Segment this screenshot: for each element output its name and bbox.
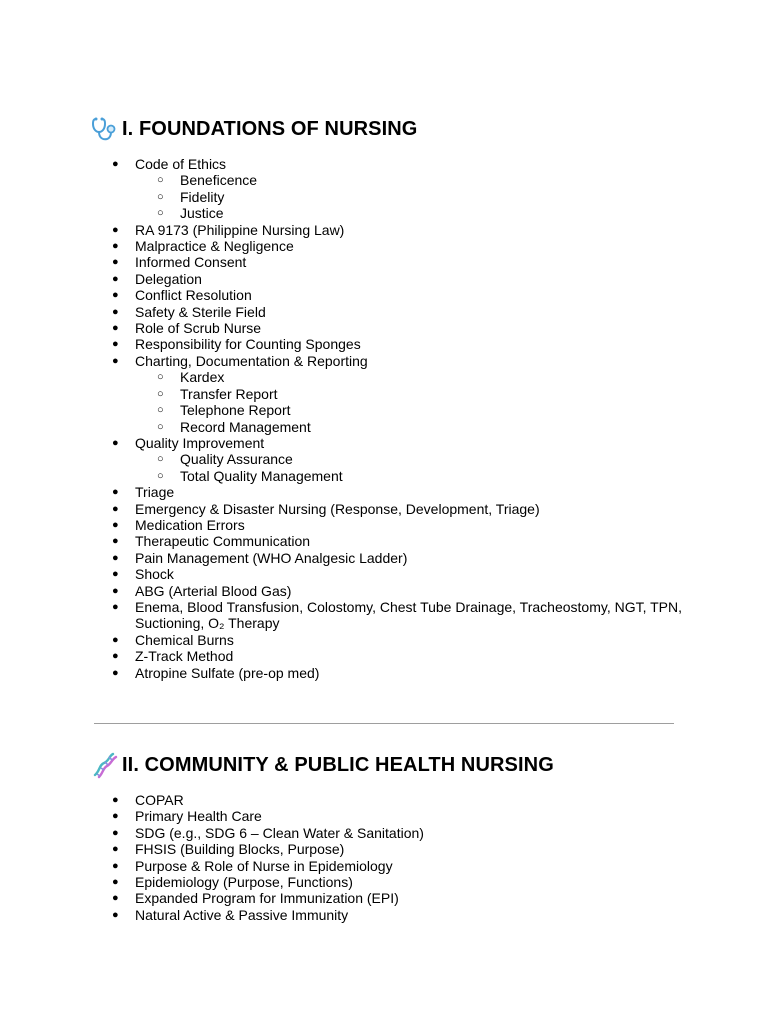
list-item: ● Quality Improvement: [0, 435, 700, 451]
section-divider: [94, 723, 674, 724]
section-2-title: II. COMMUNITY & PUBLIC HEALTH NURSING: [122, 753, 554, 776]
list-item: ● Role of Scrub Nurse: [0, 320, 700, 336]
list-item: ● Conflict Resolution: [0, 287, 700, 303]
section-1-list: [0, 156, 700, 681]
sub-list-item: ○ Record Management: [0, 419, 700, 435]
section-1-heading: [90, 114, 417, 144]
sub-list-item: ○ Justice: [0, 205, 700, 221]
sub-list-item: ○ Total Quality Management: [0, 468, 700, 484]
list-item: ● Code of Ethics: [0, 156, 700, 172]
list-item: ● Z-Track Method: [0, 648, 700, 664]
sub-list-item: ○ Quality Assurance: [0, 451, 700, 467]
list-item: ● Purpose & Role of Nurse in Epidemiology: [0, 858, 700, 874]
sub-list-item: ○ Beneficence: [0, 172, 700, 188]
list-item: ● ABG (Arterial Blood Gas): [0, 583, 700, 599]
list-item: ● Pain Management (WHO Analgesic Ladder): [0, 550, 700, 566]
list-item: ● Expanded Program for Immunization (EPI): [0, 890, 700, 906]
list-item: ● Malpractice & Negligence: [0, 238, 700, 254]
list-item: ● Chemical Burns: [0, 632, 700, 648]
list-item: ● Delegation: [0, 271, 700, 287]
list-item: ● SDG (e.g., SDG 6 – Clean Water & Sanitation): [0, 825, 700, 841]
list-item: ● Therapeutic Communication: [0, 533, 700, 549]
list-item: ● Atropine Sulfate (pre-op med): [0, 665, 700, 681]
section-1-title: I. FOUNDATIONS OF NURSING: [122, 117, 418, 140]
sub-list-item: ○ Transfer Report: [0, 386, 700, 402]
sub-list-item: ○ Telephone Report: [0, 402, 700, 418]
list-item: ● Medication Errors: [0, 517, 700, 533]
list-item: ● Triage: [0, 484, 700, 500]
list-item: ● RA 9173 (Philippine Nursing Law): [0, 222, 700, 238]
list-item: ● FHSIS (Building Blocks, Purpose): [0, 841, 700, 857]
list-item: ● COPAR: [0, 792, 700, 808]
list-item: ● Responsibility for Counting Sponges: [0, 336, 700, 352]
section-2-list: [0, 792, 700, 923]
list-item: ● Natural Active & Passive Immunity: [0, 907, 700, 923]
list-item: ● Epidemiology (Purpose, Functions): [0, 874, 700, 890]
sub-list-item: ○ Fidelity: [0, 189, 700, 205]
list-item: ● Shock: [0, 566, 700, 582]
list-item: ● Enema, Blood Transfusion, Colostomy, Chest Tube Drainage, Tracheostomy, NGT, TPN, Suctioning, O₂ Therapy: [0, 599, 700, 632]
dna-icon: [90, 751, 118, 779]
sub-list-item: ○ Kardex: [0, 369, 700, 385]
list-item: ● Emergency & Disaster Nursing (Response, Development, Triage): [0, 501, 700, 517]
list-item: ● Informed Consent: [0, 254, 700, 270]
section-2-heading: [90, 750, 554, 780]
stethoscope-icon: [90, 115, 118, 143]
list-item: ● Safety & Sterile Field: [0, 304, 700, 320]
list-item: ● Primary Health Care: [0, 808, 700, 824]
list-item: ● Charting, Documentation & Reporting: [0, 353, 700, 369]
